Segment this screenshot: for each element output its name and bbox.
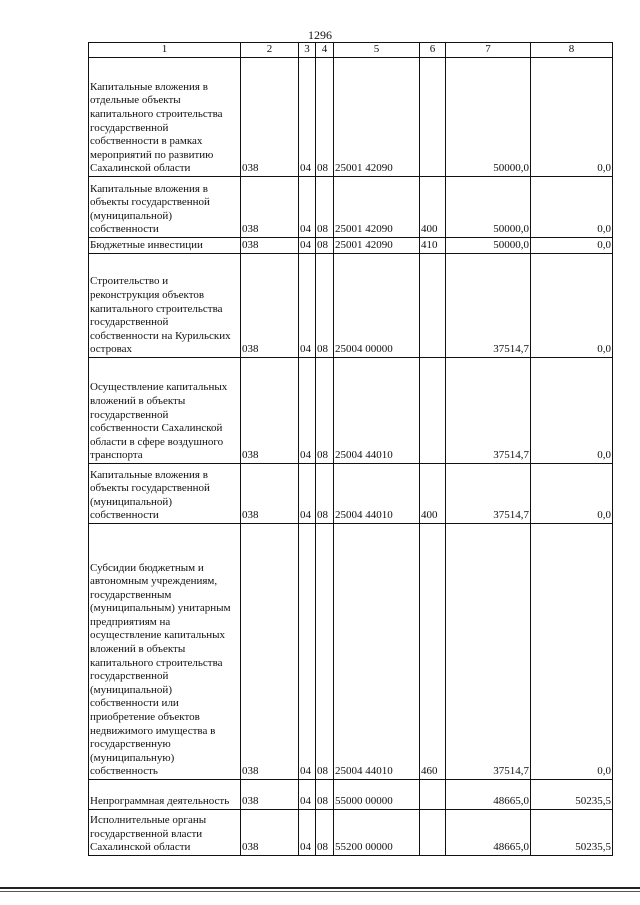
cell-ministry-code: 038 <box>241 780 299 810</box>
cell-section: 04 <box>299 358 316 464</box>
cell-ministry-code: 038 <box>241 810 299 856</box>
cell-section: 04 <box>299 58 316 177</box>
cell-section: 04 <box>299 238 316 254</box>
header-col-3: 3 <box>299 43 316 58</box>
cell-expense-type <box>420 810 446 856</box>
header-row <box>89 43 613 58</box>
cell-amount-1: 37514,7 <box>446 524 531 780</box>
row-name: Капитальные вложения в объекты государственной (муниципальной) собственности <box>89 177 241 238</box>
cell-expense-type: 460 <box>420 524 446 780</box>
cell-subsection: 08 <box>316 780 334 810</box>
row-name: Субсидии бюджетным и автономным учреждениям, государственным (муниципальным) унитарным предприятиям на осуществление капитальных вложений в объекты капитального строительства государственной (муниципальной) собственности или приобретение объектов недвижимого имущества в государственную (муниципальную) собственность <box>89 524 241 780</box>
cell-ministry-code: 038 <box>241 238 299 254</box>
cell-amount-2: 0,0 <box>531 177 613 238</box>
cell-amount-2: 50235,5 <box>531 810 613 856</box>
cell-section: 04 <box>299 810 316 856</box>
cell-amount-1: 50000,0 <box>446 58 531 177</box>
cell-target-article: 25004 44010 <box>334 464 420 524</box>
cell-ministry-code: 038 <box>241 58 299 177</box>
table-row <box>89 238 613 254</box>
cell-amount-2: 0,0 <box>531 254 613 358</box>
cell-subsection: 08 <box>316 254 334 358</box>
cell-amount-1: 37514,7 <box>446 358 531 464</box>
cell-amount-2: 0,0 <box>531 358 613 464</box>
budget-table <box>88 42 613 856</box>
cell-subsection: 08 <box>316 358 334 464</box>
cell-amount-1: 37514,7 <box>446 254 531 358</box>
cell-amount-2: 0,0 <box>531 524 613 780</box>
cell-target-article: 55200 00000 <box>334 810 420 856</box>
cell-amount-2: 0,0 <box>531 58 613 177</box>
table-row <box>89 524 613 780</box>
cell-subsection: 08 <box>316 810 334 856</box>
cell-target-article: 25004 00000 <box>334 254 420 358</box>
cell-expense-type: 410 <box>420 238 446 254</box>
cell-ministry-code: 038 <box>241 524 299 780</box>
cell-target-article: 25001 42090 <box>334 238 420 254</box>
row-name: Бюджетные инвестиции <box>89 238 241 254</box>
header-col-8: 8 <box>531 43 613 58</box>
header-col-1: 1 <box>89 43 241 58</box>
table-row <box>89 464 613 524</box>
cell-amount-2: 0,0 <box>531 464 613 524</box>
row-name: Непрограммная деятельность <box>89 780 241 810</box>
cell-subsection: 08 <box>316 524 334 780</box>
cell-subsection: 08 <box>316 58 334 177</box>
cell-amount-1: 50000,0 <box>446 238 531 254</box>
cell-target-article: 25001 42090 <box>334 58 420 177</box>
header-col-7: 7 <box>446 43 531 58</box>
cell-expense-type <box>420 254 446 358</box>
cell-subsection: 08 <box>316 238 334 254</box>
cell-section: 04 <box>299 254 316 358</box>
cell-ministry-code: 038 <box>241 254 299 358</box>
cell-ministry-code: 038 <box>241 177 299 238</box>
cell-expense-type <box>420 358 446 464</box>
cell-section: 04 <box>299 780 316 810</box>
scan-edge-line <box>0 891 640 892</box>
row-name: Капитальные вложения в объекты государственной (муниципальной) собственности <box>89 464 241 524</box>
row-name: Капитальные вложения в отдельные объекты капитального строительства государственной собственности в рамках мероприятий по развитию Сахалинской области <box>89 58 241 177</box>
cell-expense-type: 400 <box>420 177 446 238</box>
cell-amount-2: 0,0 <box>531 238 613 254</box>
cell-subsection: 08 <box>316 177 334 238</box>
cell-expense-type <box>420 58 446 177</box>
table-row <box>89 780 613 810</box>
header-col-4: 4 <box>316 43 334 58</box>
row-name: Строительство и реконструкция объектов капитального строительства государственной собственности на Курильских островах <box>89 254 241 358</box>
table-row <box>89 58 613 177</box>
cell-target-article: 25004 44010 <box>334 358 420 464</box>
table-row <box>89 358 613 464</box>
cell-ministry-code: 038 <box>241 358 299 464</box>
cell-expense-type: 400 <box>420 464 446 524</box>
cell-amount-1: 48665,0 <box>446 780 531 810</box>
scan-edge-line <box>0 887 640 889</box>
cell-ministry-code: 038 <box>241 464 299 524</box>
table-row <box>89 810 613 856</box>
cell-section: 04 <box>299 177 316 238</box>
cell-subsection: 08 <box>316 464 334 524</box>
cell-target-article: 25004 44010 <box>334 524 420 780</box>
cell-amount-1: 48665,0 <box>446 810 531 856</box>
table-row <box>89 177 613 238</box>
page-number: 1296 <box>308 28 332 42</box>
cell-section: 04 <box>299 464 316 524</box>
cell-section: 04 <box>299 524 316 780</box>
header-col-6: 6 <box>420 43 446 58</box>
cell-expense-type <box>420 780 446 810</box>
table-row <box>89 254 613 358</box>
row-name: Осуществление капитальных вложений в объекты государственной собственности Сахалинской области в сфере воздушного транспорта <box>89 358 241 464</box>
row-name: Исполнительные органы государственной власти Сахалинской области <box>89 810 241 856</box>
header-col-5: 5 <box>334 43 420 58</box>
cell-target-article: 25001 42090 <box>334 177 420 238</box>
cell-target-article: 55000 00000 <box>334 780 420 810</box>
cell-amount-2: 50235,5 <box>531 780 613 810</box>
cell-amount-1: 50000,0 <box>446 177 531 238</box>
header-col-2: 2 <box>241 43 299 58</box>
cell-amount-1: 37514,7 <box>446 464 531 524</box>
